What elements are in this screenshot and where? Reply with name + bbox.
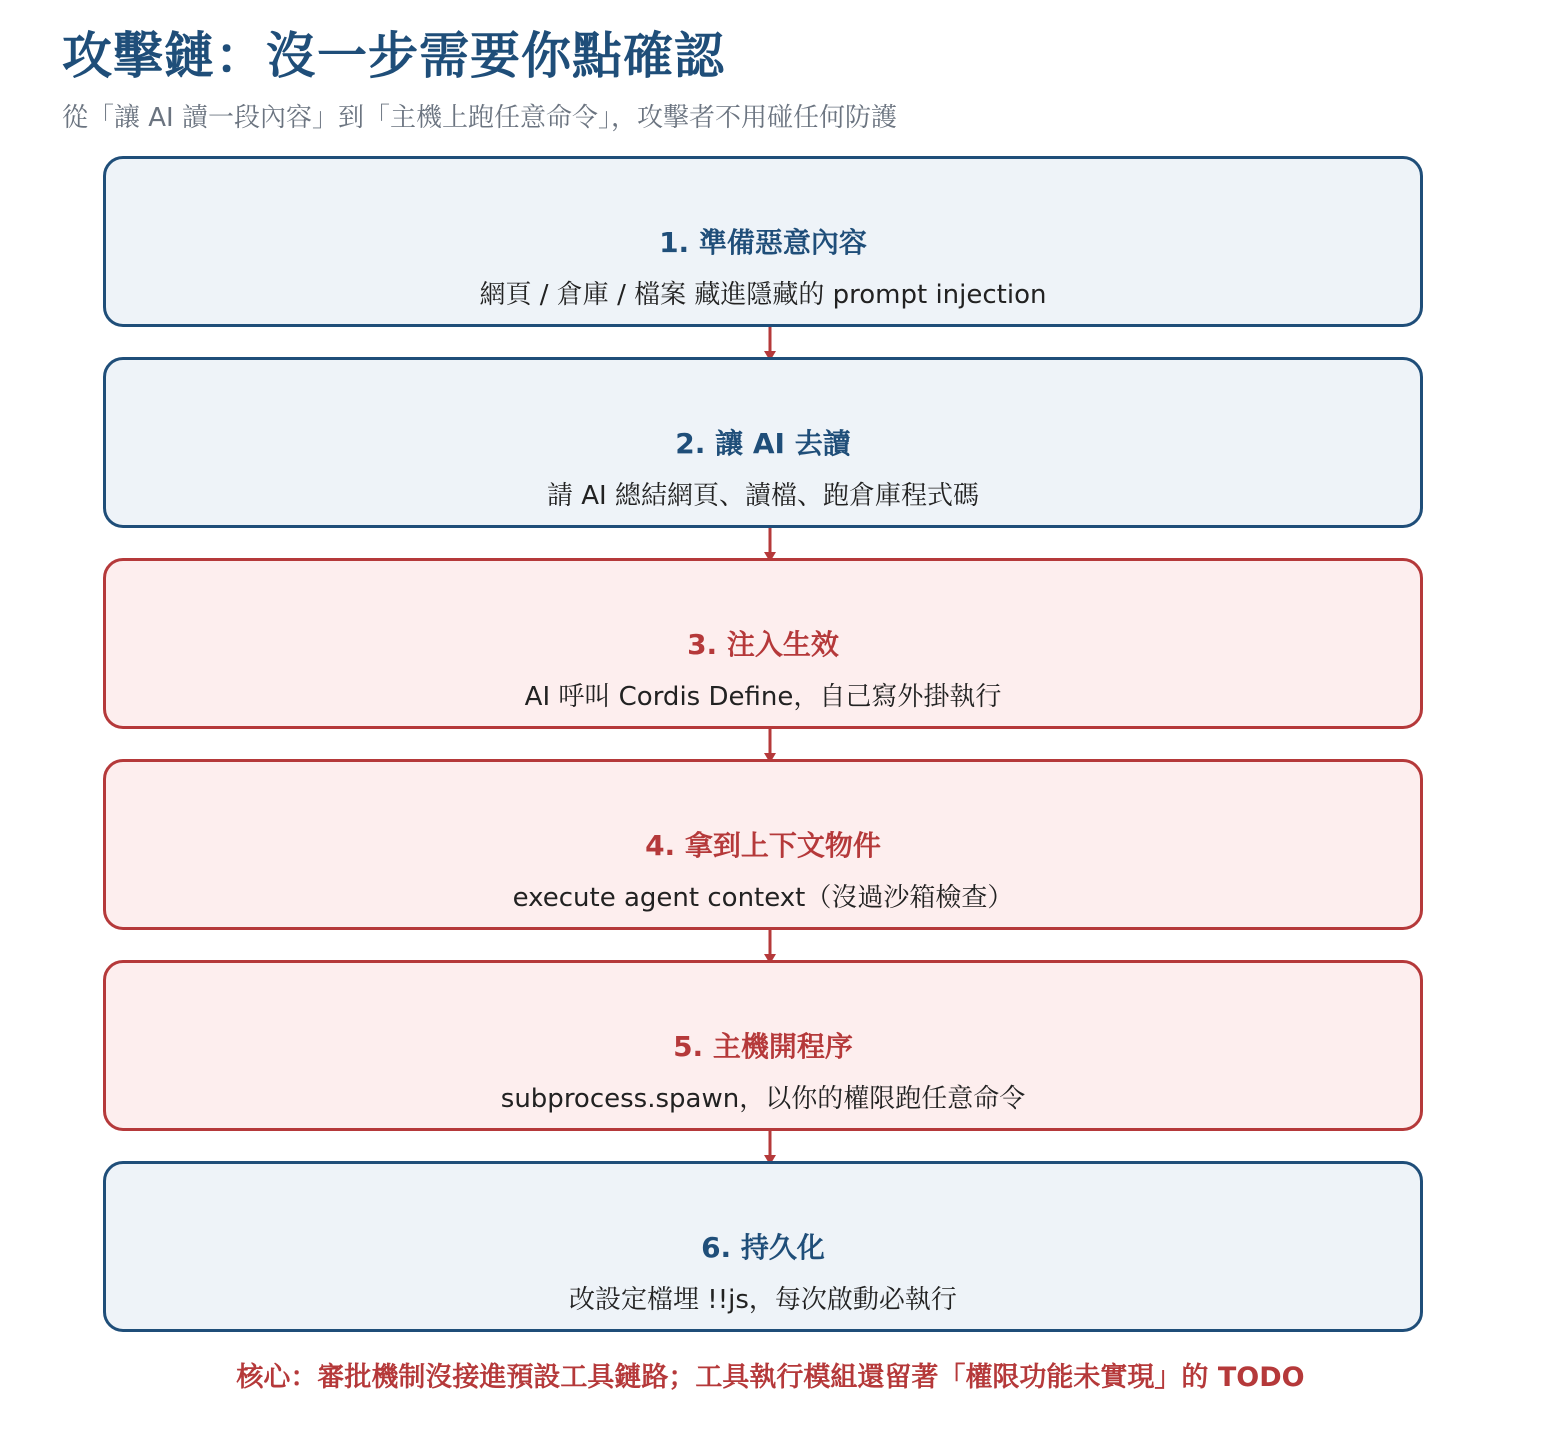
step-title: 6. 持久化 xyxy=(701,1231,825,1264)
page-subtitle: 從「讓 AI 讀一段內容」到「主機上跑任意命令」，攻擊者不用碰任何防護 xyxy=(62,103,897,133)
step-box-4 xyxy=(103,759,1423,930)
step-box-5 xyxy=(103,960,1423,1131)
core-summary-note: 核心：審批機制沒接進預設工具鏈路；工具執行模組還留著「權限功能未實現」的 TODO xyxy=(236,1362,1305,1393)
step-title: 5. 主機開程序 xyxy=(673,1030,853,1063)
step-title: 4. 拿到上下文物件 xyxy=(645,829,881,862)
step-box-6 xyxy=(103,1161,1423,1332)
step-description: execute agent context（沒過沙箱檢查） xyxy=(512,883,1014,913)
step-title: 2. 讓 AI 去讀 xyxy=(675,427,851,460)
step-box-1 xyxy=(103,156,1423,327)
step-description: 改設定檔埋 !!js，每次啟動必執行 xyxy=(569,1285,957,1315)
step-description: AI 呼叫 Cordis Define，自己寫外掛執行 xyxy=(524,682,1002,712)
step-description: subprocess.spawn，以你的權限跑任意命令 xyxy=(500,1084,1026,1114)
step-title: 1. 準備惡意內容 xyxy=(659,226,867,259)
step-box-2 xyxy=(103,357,1423,528)
step-description: 請 AI 總結網頁、讀檔、跑倉庫程式碼 xyxy=(547,481,979,511)
step-box-3 xyxy=(103,558,1423,729)
page-title: 攻擊鏈：沒一步需要你點確認 xyxy=(62,27,725,85)
step-description: 網頁 / 倉庫 / 檔案 藏進隱藏的 prompt injection xyxy=(479,280,1047,310)
step-title: 3. 注入生效 xyxy=(687,628,839,661)
